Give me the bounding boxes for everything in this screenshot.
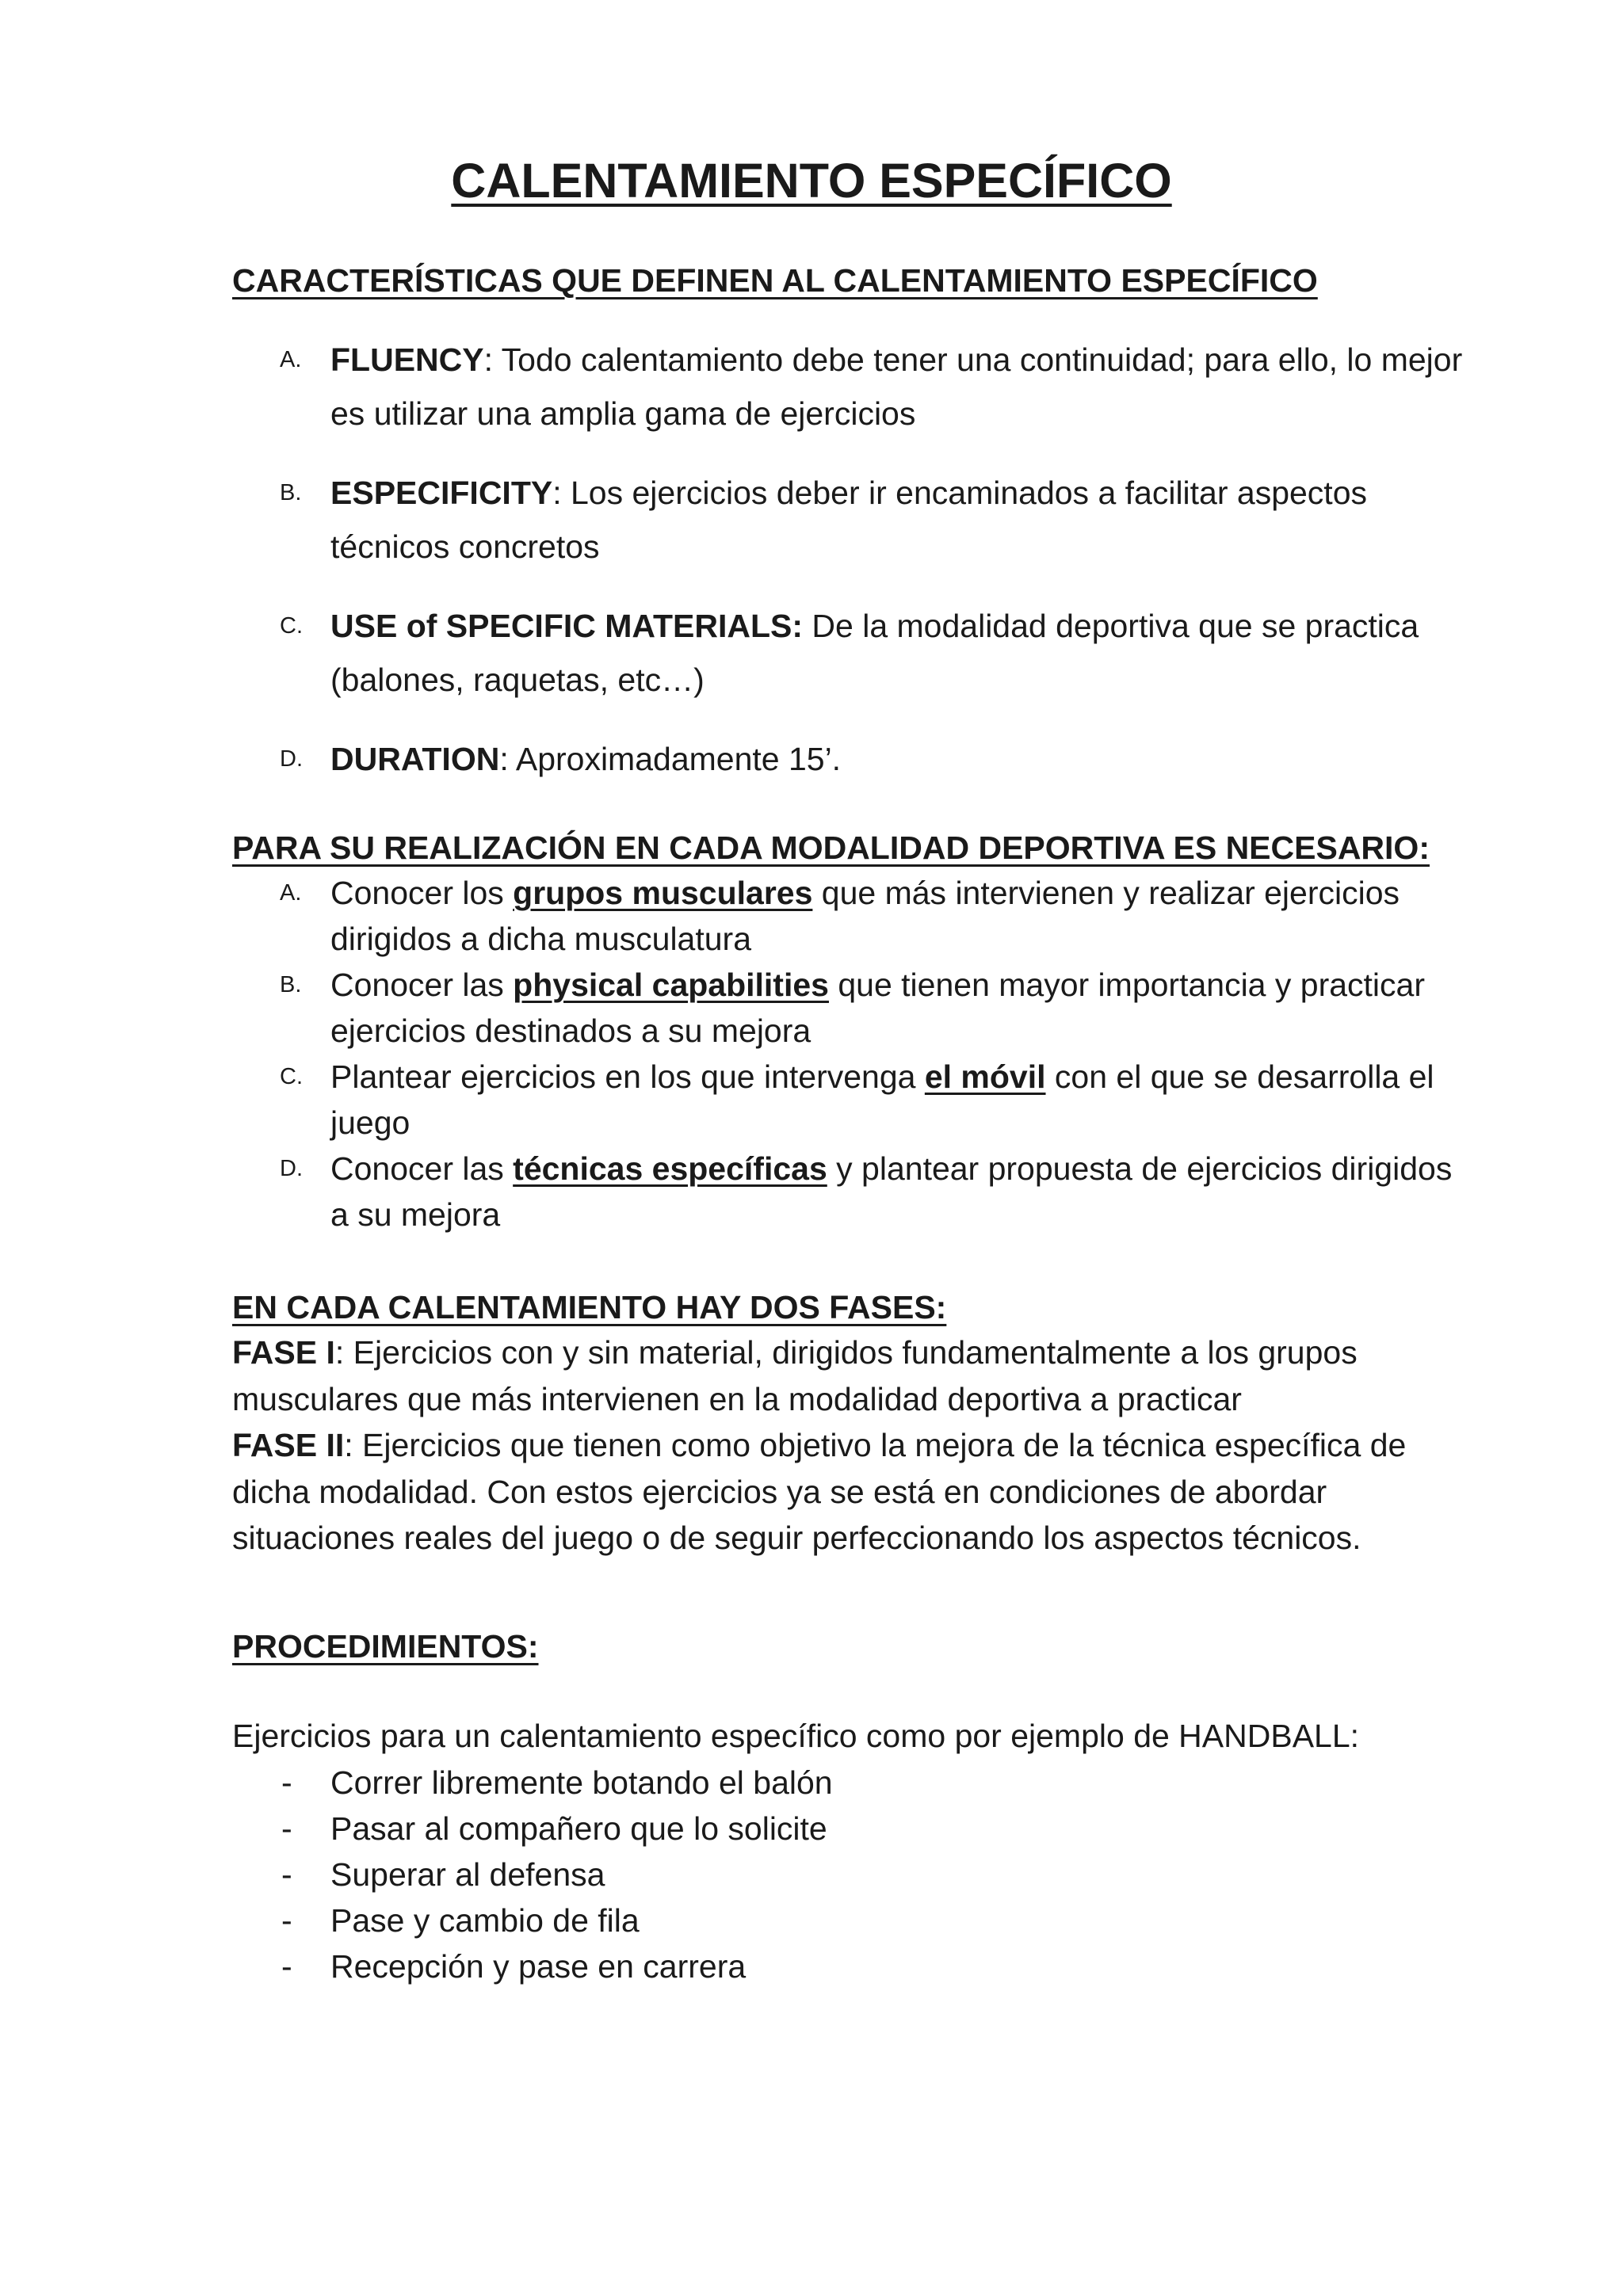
fase2-text: : Ejercicios que tienen como objetivo la mejora de la técnica específica de dicha modalidad. Con estos ejercicios ya se está en condiciones de abordar situaciones reales del juego o de seguir perfeccionando los aspectos técnicos.: [232, 1427, 1407, 1556]
fases-paragraph: [232, 1329, 1468, 1562]
list-item: [232, 1897, 1468, 1943]
fase2-label: FASE II: [232, 1427, 345, 1463]
item-text: Recepción y pase en carrera: [330, 1948, 747, 1985]
list-marker: -: [281, 1764, 292, 1801]
procedimientos-intro: Ejercicios para un calentamiento específico como por ejemplo de HANDBALL:: [232, 1718, 1360, 1754]
realizacion-list: [232, 870, 1468, 1238]
fase1-text: : Ejercicios con y sin material, dirigidos fundamentalmente a los grupos musculares que más intervienen en la modalidad deportiva a practicar: [232, 1334, 1358, 1417]
section-heading-fases: EN CADA CALENTAMIENTO HAY DOS FASES:: [232, 1289, 947, 1325]
item-keyword: el móvil: [924, 1058, 1046, 1095]
item-text: : Todo calentamiento debe tener una continuidad; para ello, lo mejor es utilizar una amplia gama de ejercicios: [330, 341, 1463, 432]
procedimientos-list: [232, 1760, 1468, 1989]
item-term: FLUENCY: [330, 341, 484, 378]
item-text: Pase y cambio de fila: [330, 1902, 640, 1939]
section-heading-caracteristicas: CARACTERÍSTICAS QUE DEFINEN AL CALENTAMIENTO ESPECÍFICO: [232, 262, 1318, 299]
list-marker: B.: [280, 480, 302, 505]
item-text: Superar al defensa: [330, 1856, 605, 1893]
list-marker: A.: [280, 880, 302, 906]
list-marker: C.: [280, 1064, 303, 1089]
section-heading-procedimientos: PROCEDIMIENTOS:: [232, 1628, 539, 1665]
item-text: De la modalidad deportiva que se practica (balones, raquetas, etc…): [330, 608, 1419, 698]
item-keyword: técnicas específicas: [513, 1150, 827, 1187]
list-marker: D.: [280, 746, 303, 772]
caracteristicas-list: [232, 333, 1468, 786]
item-term: USE of SPECIFIC MATERIALS:: [330, 608, 804, 644]
section-heading-realizacion: PARA SU REALIZACIÓN EN CADA MODALIDAD DEPORTIVA ES NECESARIO:: [232, 830, 1430, 866]
item-text: Correr libremente botando el balón: [330, 1764, 833, 1801]
item-text: que tienen mayor importancia y practicar ejercicios destinados a su mejora: [330, 967, 1425, 1049]
list-marker: C.: [280, 613, 303, 639]
item-term: DURATION: [330, 741, 500, 777]
item-term: ESPECIFICITY: [330, 475, 553, 511]
item-text: y plantear propuesta de ejercicios dirigidos a su mejora: [330, 1150, 1453, 1233]
item-keyword: grupos musculares: [513, 875, 813, 911]
item-text: Conocer las: [330, 967, 514, 1003]
list-item: [232, 1943, 1468, 1989]
list-item: [232, 732, 1468, 786]
item-text: Conocer las: [330, 1150, 514, 1187]
item-text: : Los ejercicios deber ir encaminados a facilitar aspectos técnicos concretos: [330, 475, 1368, 565]
page-title: CALENTAMIENTO ESPECÍFICO: [451, 154, 1172, 208]
item-keyword: physical capabilities: [513, 967, 829, 1003]
item-text: Pasar al compañero que lo solicite: [330, 1810, 827, 1847]
item-text: que más intervienen y realizar ejercicios dirigidos a dicha musculatura: [330, 875, 1400, 957]
item-text: : Aproximadamente 15’.: [499, 741, 842, 777]
list-item: [232, 1054, 1468, 1146]
list-marker: -: [281, 1810, 292, 1847]
list-item: [232, 1760, 1468, 1806]
list-marker: -: [281, 1902, 292, 1939]
list-marker: D.: [280, 1156, 303, 1181]
list-item: [232, 962, 1468, 1054]
list-item: [232, 599, 1468, 707]
item-text: Plantear ejercicios en los que intervenga: [330, 1058, 925, 1095]
item-text: con el que se desarrolla el juego: [330, 1058, 1434, 1141]
fase1-label: FASE I: [232, 1334, 335, 1371]
list-marker: -: [281, 1948, 292, 1985]
list-item: [232, 870, 1468, 962]
list-marker: A.: [280, 347, 302, 372]
list-marker: B.: [280, 972, 302, 997]
item-text: Conocer los: [330, 875, 514, 911]
list-item: [232, 1852, 1468, 1897]
list-item: [232, 1146, 1468, 1238]
list-item: [232, 1806, 1468, 1852]
list-item: [232, 466, 1468, 574]
list-item: [232, 333, 1468, 441]
list-marker: -: [281, 1856, 292, 1893]
